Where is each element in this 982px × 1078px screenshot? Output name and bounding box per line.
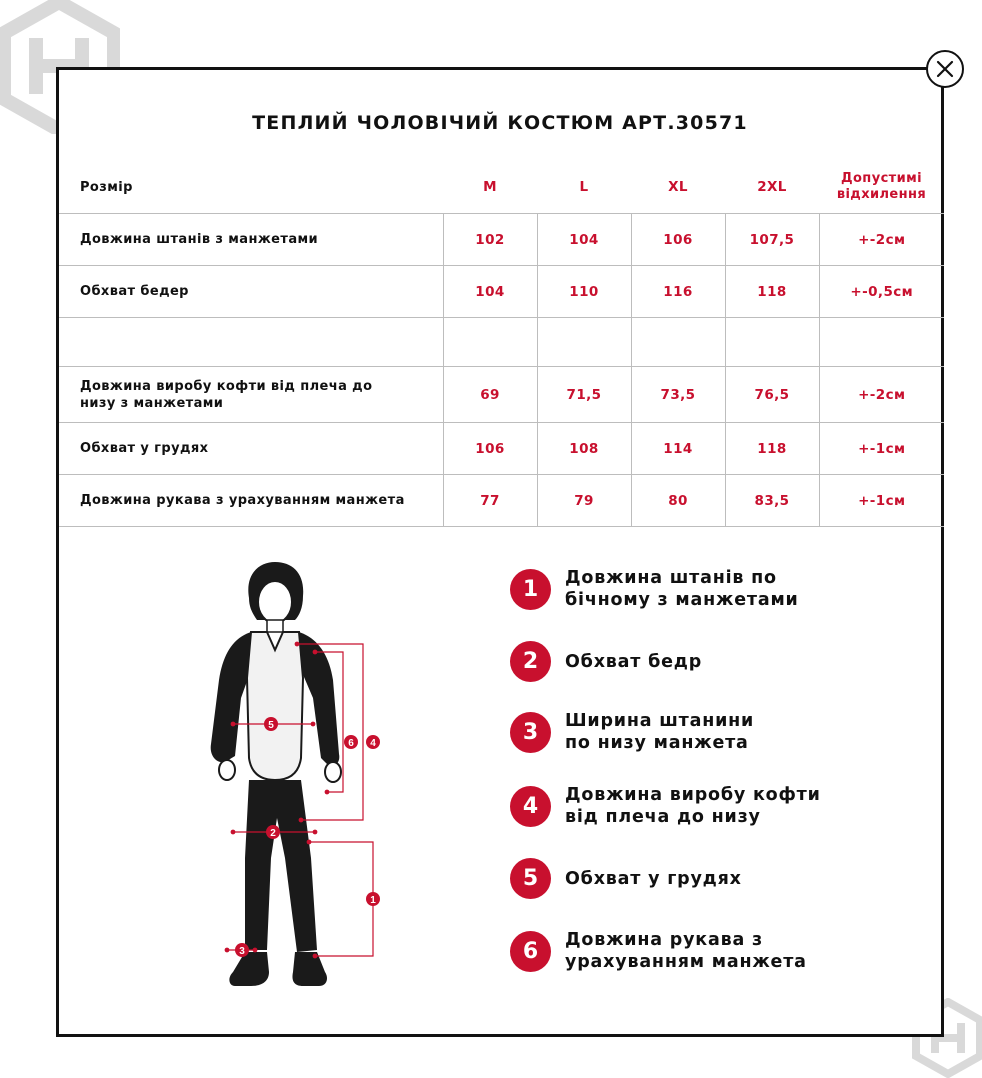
figure-marker-3: 3 <box>239 946 245 957</box>
size-value: 79 <box>537 475 631 527</box>
measurement-figure <box>187 558 457 998</box>
size-chart-modal <box>56 67 944 1037</box>
legend-text: Ширина штанини по низу манжета <box>565 711 755 753</box>
size-value: 107,5 <box>725 214 819 266</box>
size-value: 104 <box>537 214 631 266</box>
legend-badge: 3 <box>510 712 551 753</box>
tolerance-value: +-2см <box>819 367 944 423</box>
table-row-empty <box>59 318 944 367</box>
size-value <box>537 318 631 367</box>
size-value: 108 <box>537 423 631 475</box>
header-size: L <box>579 179 589 195</box>
legend-text: Довжина штанів по бічному з манжетами <box>565 568 799 610</box>
table-row <box>59 214 944 266</box>
table-row <box>59 266 944 318</box>
tolerance-value: +-1см <box>819 475 944 527</box>
legend-item <box>510 858 865 899</box>
legend-item <box>510 641 865 682</box>
close-button[interactable] <box>926 50 964 88</box>
figure-marker-1: 1 <box>370 895 376 906</box>
param-label: Обхват бедер <box>59 266 443 318</box>
measure-dot <box>231 830 236 835</box>
table-row <box>59 475 944 527</box>
tolerance-value: +-1см <box>819 423 944 475</box>
size-value: 77 <box>443 475 537 527</box>
figure-shirt <box>247 632 303 780</box>
legend-text: Довжина виробу кофти від плеча до низу <box>565 785 821 827</box>
size-value: 83,5 <box>725 475 819 527</box>
measure-dot <box>295 642 300 647</box>
size-value: 71,5 <box>537 367 631 423</box>
header-size: M <box>483 179 497 195</box>
measure-dot <box>253 948 258 953</box>
measure-dot <box>311 722 316 727</box>
param-label: Довжина штанів з манжетами <box>59 214 443 266</box>
measure-dot <box>299 818 304 823</box>
legend-item <box>510 929 825 973</box>
size-value: 73,5 <box>631 367 725 423</box>
legend-text: Обхват у грудях <box>565 868 742 889</box>
size-value: 106 <box>631 214 725 266</box>
figure-left-hand <box>219 760 235 780</box>
header-size: 2XL <box>757 179 787 195</box>
header-size: XL <box>668 179 688 195</box>
measure-dot <box>225 948 230 953</box>
param-label: Обхват у грудях <box>59 423 443 475</box>
figure-marker-4: 4 <box>370 738 376 749</box>
size-value: 114 <box>631 423 725 475</box>
param-label <box>59 318 443 367</box>
size-value: 104 <box>443 266 537 318</box>
param-label: Довжина виробу кофти від плеча до низу з манжетами <box>59 367 443 423</box>
figure-right-shoe <box>292 952 327 986</box>
figure-marker-5: 5 <box>268 720 274 731</box>
table-header-row <box>59 161 944 214</box>
figure-left-sleeve <box>211 632 251 762</box>
size-value: 116 <box>631 266 725 318</box>
table-row <box>59 423 944 475</box>
measure-dot <box>231 722 236 727</box>
page-title: ТЕПЛИЙ ЧОЛОВІЧИЙ КОСТЮМ АРТ.30571 <box>252 112 748 134</box>
table-row <box>59 367 944 423</box>
legend-item <box>510 784 835 828</box>
header-tolerance: Допустимі відхилення <box>836 171 927 202</box>
measure-dot <box>325 790 330 795</box>
legend-text: Довжина рукава з урахуванням манжета <box>565 930 807 972</box>
size-value: 80 <box>631 475 725 527</box>
tolerance-value <box>819 318 944 367</box>
figure-face <box>258 581 292 623</box>
line-pants-length <box>309 842 373 956</box>
measure-dot <box>313 954 318 959</box>
close-icon <box>936 60 954 78</box>
header-param: Розмір <box>80 179 133 195</box>
tolerance-value: +-2см <box>819 214 944 266</box>
legend-badge: 5 <box>510 858 551 899</box>
size-value: 76,5 <box>725 367 819 423</box>
size-value <box>631 318 725 367</box>
figure-marker-6: 6 <box>348 738 354 749</box>
size-value: 118 <box>725 423 819 475</box>
size-table <box>59 161 944 527</box>
figure-left-shoe <box>229 952 269 986</box>
legend-badge: 6 <box>510 931 551 972</box>
tolerance-value: +-0,5см <box>819 266 944 318</box>
figure-marker-2: 2 <box>270 828 276 839</box>
legend-badge: 2 <box>510 641 551 682</box>
param-label: Довжина рукава з урахуванням манжета <box>59 475 443 527</box>
legend-item <box>510 567 865 611</box>
legend-text: Обхват бедр <box>565 651 703 672</box>
size-value <box>725 318 819 367</box>
measure-dot <box>313 830 318 835</box>
size-value: 69 <box>443 367 537 423</box>
figure-right-hand <box>325 762 341 782</box>
legend-item <box>510 710 775 754</box>
legend-badge: 4 <box>510 786 551 827</box>
figure-pants <box>245 780 317 952</box>
size-value: 106 <box>443 423 537 475</box>
measure-dot <box>313 650 318 655</box>
size-value <box>443 318 537 367</box>
size-value: 102 <box>443 214 537 266</box>
measure-dot <box>307 840 312 845</box>
legend-badge: 1 <box>510 569 551 610</box>
figure-neck <box>267 620 283 632</box>
size-value: 110 <box>537 266 631 318</box>
size-value: 118 <box>725 266 819 318</box>
